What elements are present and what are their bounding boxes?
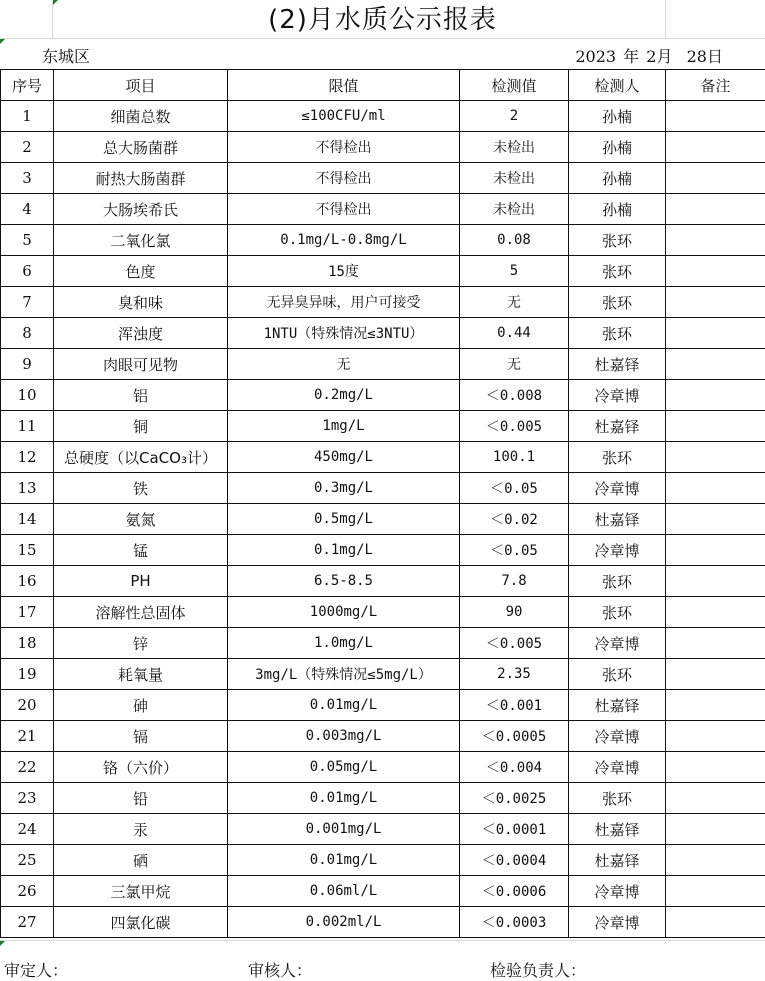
- tester-name: 杜嘉铎: [569, 845, 666, 876]
- row-number: 2: [1, 132, 54, 163]
- table-row: [1, 907, 765, 938]
- tester-name: 冷章博: [569, 473, 666, 504]
- row-number: 24: [1, 814, 54, 845]
- table-row: [1, 349, 765, 380]
- note-cell: [666, 504, 765, 535]
- test-result: ＜0.0003: [460, 907, 569, 938]
- note-cell: [666, 380, 765, 411]
- table-row: [1, 318, 765, 349]
- item-name: 锰: [54, 535, 228, 566]
- limit-value: 0.2mg/L: [228, 380, 460, 411]
- tester-name: 张环: [569, 256, 666, 287]
- row-number: 11: [1, 411, 54, 442]
- tester-name: 孙楠: [569, 194, 666, 225]
- row-number: 6: [1, 256, 54, 287]
- item-name: 色度: [54, 256, 228, 287]
- note-cell: [666, 411, 765, 442]
- table-row: [1, 876, 765, 907]
- table-row: [1, 504, 765, 535]
- item-name: 溶解性总固体: [54, 597, 228, 628]
- limit-value: 不得检出: [228, 194, 460, 225]
- tester-name: 张环: [569, 566, 666, 597]
- table-row: [1, 597, 765, 628]
- row-number: 18: [1, 628, 54, 659]
- table-row: [1, 566, 765, 597]
- table-row: [1, 225, 765, 256]
- test-result: 无: [460, 349, 569, 380]
- note-cell: [666, 473, 765, 504]
- item-name: 铜: [54, 411, 228, 442]
- header-tester: 检测人: [569, 70, 666, 101]
- row-number: 23: [1, 783, 54, 814]
- tester-name: 孙楠: [569, 132, 666, 163]
- item-name: 浑浊度: [54, 318, 228, 349]
- note-cell: [666, 845, 765, 876]
- test-result: ＜0.0004: [460, 845, 569, 876]
- limit-value: 6.5-8.5: [228, 566, 460, 597]
- test-result: ＜0.004: [460, 752, 569, 783]
- note-cell: [666, 814, 765, 845]
- tester-name: 冷章博: [569, 876, 666, 907]
- item-name: 汞: [54, 814, 228, 845]
- row-number: 8: [1, 318, 54, 349]
- item-name: 氨氮: [54, 504, 228, 535]
- table-body: [1, 101, 765, 938]
- row-number: 3: [1, 163, 54, 194]
- row-number: 10: [1, 380, 54, 411]
- item-name: 铝: [54, 380, 228, 411]
- row-number: 21: [1, 721, 54, 752]
- note-cell: [666, 628, 765, 659]
- limit-value: 3mg/L（特殊情况≤5mg/L）: [228, 659, 460, 690]
- note-cell: [666, 535, 765, 566]
- table-row: [1, 380, 765, 411]
- limit-value: 无: [228, 349, 460, 380]
- limit-value: 0.05mg/L: [228, 752, 460, 783]
- table-row: [1, 132, 765, 163]
- item-name: 锌: [54, 628, 228, 659]
- item-name: 铅: [54, 783, 228, 814]
- limit-value: 15度: [228, 256, 460, 287]
- note-cell: [666, 101, 765, 132]
- test-result: ＜0.0001: [460, 814, 569, 845]
- test-result: 7.8: [460, 566, 569, 597]
- limit-value: 0.3mg/L: [228, 473, 460, 504]
- row-number: 20: [1, 690, 54, 721]
- row-number: 4: [1, 194, 54, 225]
- item-name: PH: [54, 566, 228, 597]
- limit-value: 450mg/L: [228, 442, 460, 473]
- tester-name: 杜嘉铎: [569, 504, 666, 535]
- header-result: 检测值: [460, 70, 569, 101]
- item-name: 硒: [54, 845, 228, 876]
- note-cell: [666, 566, 765, 597]
- approver-label: 审定人：: [4, 958, 68, 981]
- note-cell: [666, 349, 765, 380]
- report-title: (2)月水质公示报表: [0, 0, 765, 38]
- tester-name: 张环: [569, 597, 666, 628]
- date-year: 2023: [575, 47, 616, 66]
- note-cell: [666, 225, 765, 256]
- limit-value: 0.01mg/L: [228, 845, 460, 876]
- test-result: 无: [460, 287, 569, 318]
- table-row: [1, 659, 765, 690]
- limit-value: 1.0mg/L: [228, 628, 460, 659]
- header-no: 序号: [1, 70, 54, 101]
- limit-value: 0.1mg/L: [228, 535, 460, 566]
- tester-name: 张环: [569, 287, 666, 318]
- limit-value: 无异臭异味，用户可接受: [228, 287, 460, 318]
- tester-name: 张环: [569, 659, 666, 690]
- table-row: [1, 690, 765, 721]
- item-name: 耐热大肠菌群: [54, 163, 228, 194]
- table-row: [1, 783, 765, 814]
- note-cell: [666, 721, 765, 752]
- note-cell: [666, 256, 765, 287]
- row-number: 13: [1, 473, 54, 504]
- note-cell: [666, 442, 765, 473]
- inspector-label: 检验负责人：: [490, 958, 586, 981]
- tester-name: 冷章博: [569, 721, 666, 752]
- table-row: [1, 721, 765, 752]
- item-name: 细菌总数: [54, 101, 228, 132]
- item-name: 肉眼可见物: [54, 349, 228, 380]
- note-cell: [666, 287, 765, 318]
- test-result: ＜0.005: [460, 411, 569, 442]
- item-name: 铬（六价）: [54, 752, 228, 783]
- table-header-row: [1, 70, 765, 101]
- limit-value: 0.5mg/L: [228, 504, 460, 535]
- test-result: ＜0.05: [460, 473, 569, 504]
- test-result: 90: [460, 597, 569, 628]
- test-result: 未检出: [460, 132, 569, 163]
- limit-value: 0.1mg/L-0.8mg/L: [228, 225, 460, 256]
- note-cell: [666, 659, 765, 690]
- test-result: ＜0.008: [460, 380, 569, 411]
- note-cell: [666, 163, 765, 194]
- note-cell: [666, 132, 765, 163]
- tester-name: 张环: [569, 318, 666, 349]
- district-label: 东城区: [42, 44, 90, 67]
- item-name: 耗氧量: [54, 659, 228, 690]
- tester-name: 杜嘉铎: [569, 814, 666, 845]
- item-name: 三氯甲烷: [54, 876, 228, 907]
- row-number: 1: [1, 101, 54, 132]
- test-result: 未检出: [460, 163, 569, 194]
- limit-value: 0.01mg/L: [228, 690, 460, 721]
- test-result: 5: [460, 256, 569, 287]
- test-result: 100.1: [460, 442, 569, 473]
- tester-name: 杜嘉铎: [569, 690, 666, 721]
- tester-name: 张环: [569, 225, 666, 256]
- row-number: 15: [1, 535, 54, 566]
- table-row: [1, 101, 765, 132]
- test-result: 0.08: [460, 225, 569, 256]
- test-result: ＜0.001: [460, 690, 569, 721]
- table-row: [1, 411, 765, 442]
- note-cell: [666, 876, 765, 907]
- test-result: 2: [460, 101, 569, 132]
- note-cell: [666, 194, 765, 225]
- note-cell: [666, 597, 765, 628]
- header-item: 项目: [54, 70, 228, 101]
- limit-value: ≤100CFU/ml: [228, 101, 460, 132]
- table-row: [1, 752, 765, 783]
- table-row: [1, 442, 765, 473]
- cell-comment-marker-icon: [0, 941, 5, 946]
- table-row: [1, 473, 765, 504]
- item-name: 四氯化碳: [54, 907, 228, 938]
- test-result: ＜0.05: [460, 535, 569, 566]
- tester-name: 冷章博: [569, 628, 666, 659]
- limit-value: 0.003mg/L: [228, 721, 460, 752]
- table-row: [1, 814, 765, 845]
- row-number: 19: [1, 659, 54, 690]
- test-result: ＜0.0006: [460, 876, 569, 907]
- tester-name: 冷章博: [569, 907, 666, 938]
- table-row: [1, 845, 765, 876]
- item-name: 总大肠菌群: [54, 132, 228, 163]
- tester-name: 冷章博: [569, 752, 666, 783]
- tester-name: 杜嘉铎: [569, 411, 666, 442]
- row-number: 17: [1, 597, 54, 628]
- row-number: 12: [1, 442, 54, 473]
- test-result: 2.35: [460, 659, 569, 690]
- item-name: 镉: [54, 721, 228, 752]
- tester-name: 孙楠: [569, 101, 666, 132]
- row-number: 7: [1, 287, 54, 318]
- tester-name: 冷章博: [569, 380, 666, 411]
- item-name: 二氧化氯: [54, 225, 228, 256]
- limit-value: 0.001mg/L: [228, 814, 460, 845]
- item-name: 砷: [54, 690, 228, 721]
- test-result: ＜0.02: [460, 504, 569, 535]
- cell-comment-marker-icon: [0, 39, 5, 44]
- limit-value: 不得检出: [228, 163, 460, 194]
- limit-value: 不得检出: [228, 132, 460, 163]
- cell-gridline: [0, 38, 765, 39]
- row-number: 16: [1, 566, 54, 597]
- test-result: 0.44: [460, 318, 569, 349]
- tester-name: 张环: [569, 783, 666, 814]
- test-result: ＜0.0025: [460, 783, 569, 814]
- row-number: 26: [1, 876, 54, 907]
- table-row: [1, 628, 765, 659]
- tester-name: 孙楠: [569, 163, 666, 194]
- item-name: 臭和味: [54, 287, 228, 318]
- row-number: 5: [1, 225, 54, 256]
- row-number: 25: [1, 845, 54, 876]
- limit-value: 0.002ml/L: [228, 907, 460, 938]
- note-cell: [666, 318, 765, 349]
- reviewer-label: 审核人：: [248, 958, 312, 981]
- water-quality-table: [0, 69, 765, 938]
- tester-name: 张环: [569, 442, 666, 473]
- note-cell: [666, 907, 765, 938]
- limit-value: 1000mg/L: [228, 597, 460, 628]
- row-number: 9: [1, 349, 54, 380]
- report-date: [575, 44, 723, 67]
- table-row: [1, 163, 765, 194]
- limit-value: 1NTU（特殊情况≤3NTU）: [228, 318, 460, 349]
- table-row: [1, 256, 765, 287]
- note-cell: [666, 783, 765, 814]
- limit-value: 0.01mg/L: [228, 783, 460, 814]
- date-year-unit: 年: [623, 47, 639, 66]
- test-result: 未检出: [460, 194, 569, 225]
- limit-value: 1mg/L: [228, 411, 460, 442]
- row-number: 22: [1, 752, 54, 783]
- cell-comment-marker-icon: [53, 0, 58, 5]
- item-name: 总硬度（以CaCO₃计）: [54, 442, 228, 473]
- tester-name: 冷章博: [569, 535, 666, 566]
- table-row: [1, 287, 765, 318]
- row-number: 14: [1, 504, 54, 535]
- date-day: 28日: [687, 47, 723, 66]
- date-month: 2月: [646, 47, 672, 66]
- header-limit: 限值: [228, 70, 460, 101]
- header-note: 备注: [666, 70, 765, 101]
- table-row: [1, 194, 765, 225]
- item-name: 铁: [54, 473, 228, 504]
- table-row: [1, 535, 765, 566]
- test-result: ＜0.0005: [460, 721, 569, 752]
- item-name: 大肠埃希氏: [54, 194, 228, 225]
- test-result: ＜0.005: [460, 628, 569, 659]
- limit-value: 0.06ml/L: [228, 876, 460, 907]
- note-cell: [666, 752, 765, 783]
- note-cell: [666, 690, 765, 721]
- cell-gridline: [0, 940, 765, 941]
- tester-name: 杜嘉铎: [569, 349, 666, 380]
- row-number: 27: [1, 907, 54, 938]
